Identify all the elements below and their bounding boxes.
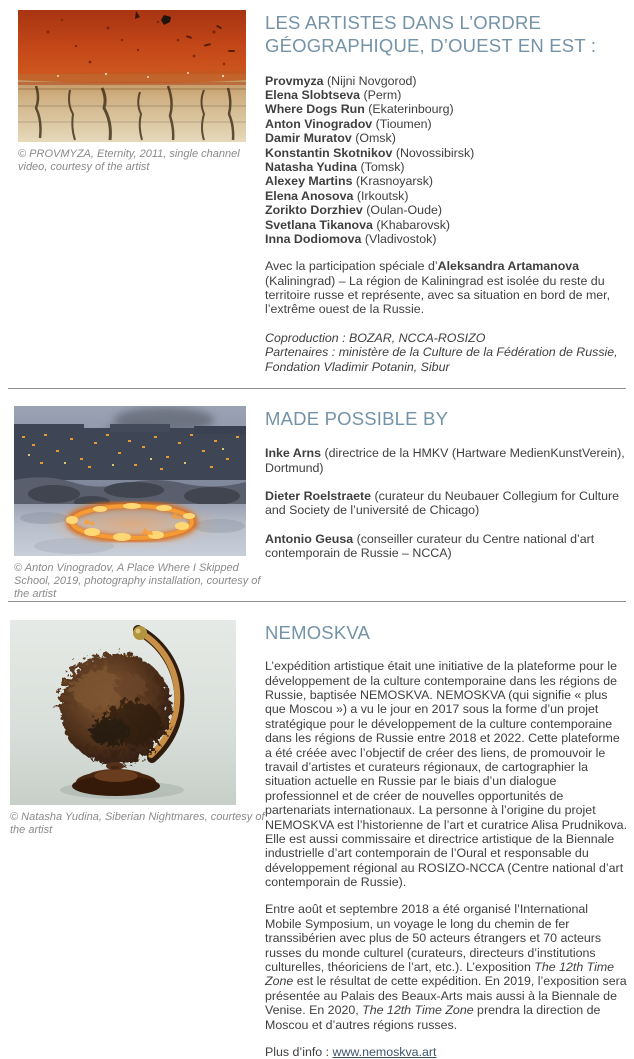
artist-name: Elena Anosova: [265, 188, 354, 203]
person-entry: [265, 446, 627, 475]
artist-name: Inna Dodiomova: [265, 231, 362, 246]
nemoskva-paragraph-1: L’expédition artistique était une initiative de la plateforme pour le développement de la culture contemporaine dans les régions de Russie, baptisée NEMOSKVA. NEMOSKVA (qui signifie « plus que Moscou ») a vu le jour en 2017 sous la forme d’un projet stratégique pour le développement de la culture contemporaine dans les régions de Russie entre 2018 et 2022. Cette plateforme a été créée avec l’objectif de créer des liens, de promouvoir le travail d’artistes et curateurs régionaux, de cartographier la situation actuelle en Russie par le biais d’un dialogue professionnel et de créer de nouvelles opportunités de partenariats internationaux. La personne à l’origine du projet NEMOSKVA est l’historienne de l’art et curatrice Alisa Prudnikova. Elle est aussi commissaire et directrice artistique de la Biennale industrielle d’art contemporain de l’Oural et responsable du développement régional au ROSIZO-NCCA (Centre national d’art contemporain de Russie).: [265, 659, 628, 890]
section-artists-media: [0, 10, 265, 174]
nemoskva-paragraph-2: [265, 902, 627, 1032]
artist-entry: [265, 74, 627, 88]
exhibition-title-italic: The 12th Time Zone: [265, 960, 615, 989]
artist-city: (Vladivostok): [364, 231, 437, 246]
special-participation-paragraph: [265, 259, 627, 317]
artist-entry: [265, 218, 627, 232]
para2-text-b: est le résultat de cette expédition. En 2019, l’exposition sera présentée au Palais des Beaux-Arts mais aussi à la Biennale de Venise. En 2020,: [265, 974, 627, 1018]
person-name: Antonio Geusa: [265, 531, 354, 546]
figure-eternity: [18, 10, 265, 174]
more-info-label: Plus d’info :: [265, 1044, 333, 1059]
section-artists-content: [265, 10, 627, 388]
artist-entry: [265, 189, 627, 203]
artist-entry: [265, 232, 627, 246]
artist-city: (Ekaterinbourg): [368, 102, 454, 117]
section-heading-made-possible: MADE POSSIBLE BY: [265, 408, 449, 430]
artist-name: Zorikto Dorzhiev: [265, 203, 363, 218]
artist-city: (Perm): [363, 87, 402, 102]
special-prefix-text: Avec la participation spéciale d’: [265, 259, 438, 274]
artist-name: Elena Slobtseva: [265, 87, 361, 102]
section-heading-nemoskva: NEMOSKVA: [265, 621, 371, 643]
artist-name: Anton Vinogradov: [265, 116, 373, 131]
artist-entry: [265, 174, 627, 188]
artist-entry: [265, 102, 627, 116]
image-caption-skipped-school: © Anton Vinogradov, A Place Where I Skipped School, 2019, photography installation, courtesy of the artist: [14, 562, 261, 600]
figure-siberian-nightmares: [10, 620, 265, 837]
artist-city: (Oulan-Oude): [366, 203, 442, 218]
artist-entry: [265, 160, 627, 174]
more-info-line: [265, 1045, 627, 1059]
nemoskva-link[interactable]: www.nemoskva.art: [332, 1044, 437, 1059]
person-name: Inke Arns: [265, 446, 322, 461]
artist-city: (Tioumen): [375, 116, 432, 131]
people-list: [265, 446, 627, 560]
artist-entry: [265, 203, 627, 217]
artist-name: Alexey Martins: [265, 174, 353, 189]
artist-list: [265, 74, 627, 247]
section-nemoskva-content: [265, 620, 627, 1059]
artist-entry: [265, 88, 627, 102]
artist-city: (Krasnoyarsk): [355, 174, 434, 189]
para2-text-c: prendra la direction de Moscou et d’autres régions russes.: [265, 1003, 601, 1032]
section-made-possible: [0, 406, 634, 601]
artist-city: (Irkoutsk): [356, 188, 409, 203]
artist-name: Damir Muratov: [265, 131, 352, 146]
para2-text-a: Entre août et septembre 2018 a été organisé l’International Mobile Symposium, un voyage le long du chemin de fer transsibérien avec plus de 50 acteurs étrangers et 70 acteurs russes du monde culturel (curateurs, directeurs d’institutions culturelles, théoriciens de l’art, etc.). L’exposition: [265, 902, 602, 975]
person-name: Dieter Roelstraete: [265, 489, 372, 504]
credits-block: [265, 331, 627, 380]
artist-name: Where Dogs Run: [265, 102, 365, 117]
artist-city: (Tomsk): [360, 159, 405, 174]
section-nemoskva-media: [0, 620, 265, 837]
artist-entry: [265, 131, 627, 145]
person-role: (curateur du Neubauer Collegium for Culture and Society de l’université de Chicago): [265, 489, 619, 518]
special-rest-text: (Kaliningrad) – La région de Kaliningrad est isolée du reste du territoire russe et représente, avec sa situation en bord de mer, l’extrême ouest de la Russie.: [265, 273, 611, 317]
image-caption-eternity: © PROVMYZA, Eternity, 2011, single channel video, courtesy of the artist: [18, 148, 240, 173]
section-made-possible-media: [0, 406, 265, 601]
coproduction-line: Coproduction : BOZAR, NCCA-ROSIZO: [265, 330, 486, 345]
artist-city: (Khabarovsk): [376, 217, 451, 232]
section-divider: [8, 388, 626, 389]
artist-city: (Omsk): [355, 131, 396, 146]
section-nemoskva: [0, 620, 634, 1059]
person-entry: [265, 489, 627, 518]
person-role: (directrice de la HMKV (Hartware MedienKunstVerein), Dortmund): [265, 446, 625, 475]
section-heading-artistes: LES ARTISTES DANS L’ORDRE GÉOGRAPHIQUE, D’OUEST EN EST :: [265, 12, 597, 57]
image-caption-siberian-nightmares: © Natasha Yudina, Siberian Nightmares, courtesy of the artist: [10, 810, 265, 836]
artist-city: (Nijni Novgorod): [327, 73, 417, 88]
artist-name: Natasha Yudina: [265, 159, 358, 174]
person-entry: [265, 532, 627, 561]
artist-name: Svetlana Tikanova: [265, 217, 373, 232]
artist-entry: [265, 117, 627, 131]
artist-city: (Novossibirsk): [395, 145, 475, 160]
special-artist-name: Aleksandra Artamanova: [437, 259, 580, 274]
siberian-nightmares-artwork-image: [10, 620, 236, 805]
section-divider: [8, 601, 626, 602]
skipped-school-artwork-image: [14, 406, 246, 556]
person-role: (conseiller curateur du Centre national d’art contemporain de Russie – NCCA): [265, 531, 595, 561]
figure-skipped-school: [14, 406, 265, 601]
exhibition-title-italic: The 12th Time Zone: [362, 1003, 474, 1018]
artist-entry: [265, 146, 627, 160]
artist-name: Provmyza: [265, 73, 324, 88]
section-artists: [0, 0, 634, 388]
partners-line: Partenaires : ministère de la Culture de la Fédération de Russie, Fondation Vladimir Potanin, Sibur: [265, 345, 618, 374]
artist-name: Konstantin Skotnikov: [265, 145, 393, 160]
section-made-possible-content: [265, 406, 627, 575]
eternity-artwork-image: [18, 10, 246, 142]
